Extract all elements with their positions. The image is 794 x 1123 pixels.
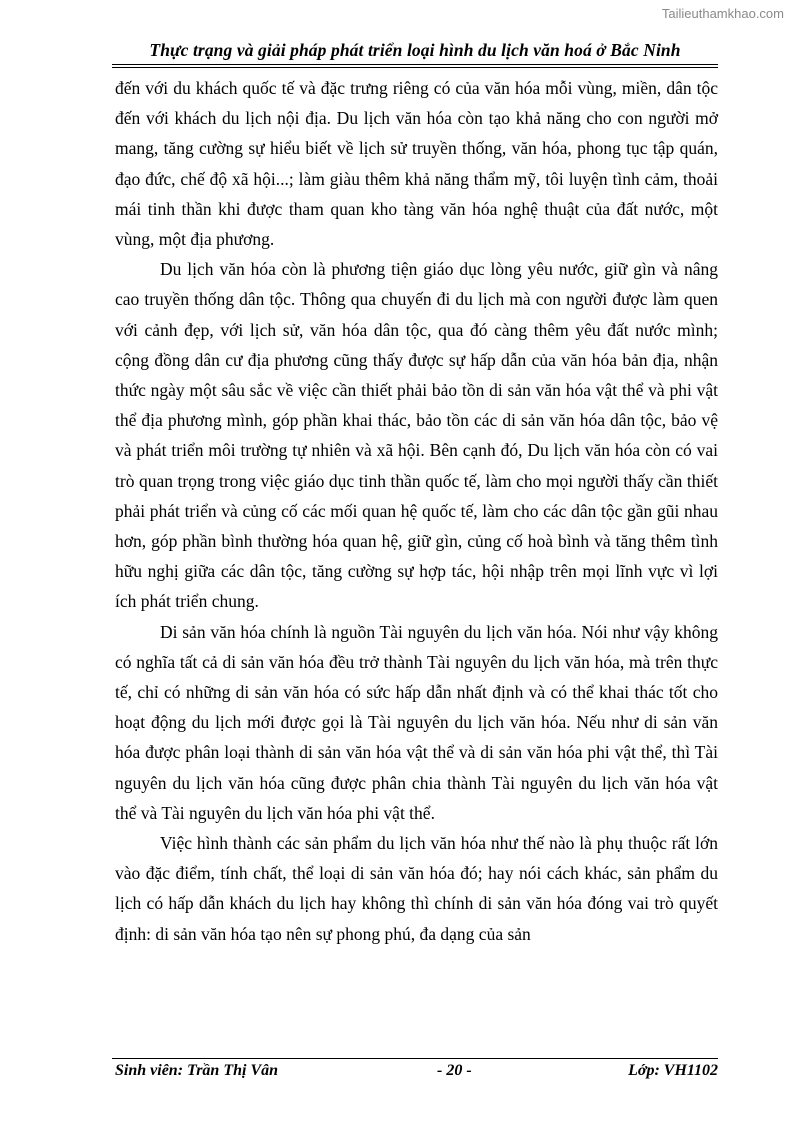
paragraph-1: đến với du khách quốc tế và đặc trưng riêng có của văn hóa mỗi vùng, miền, dân tộc đến với khách du lịch nội địa. Du lịch văn hóa còn tạo khả năng cho con người mở mang, tăng cường sự hiểu biết về lịch sử truyền thống, văn hóa, phong tục tập quán, đạo đức, chế độ xã hội...; làm giàu thêm khả năng thẩm mỹ, tôi luyện tình cảm, thoải mái tinh thần khi được tham quan kho tàng văn hóa nghệ thuật của đất nước, một vùng, một địa phương. — [115, 78, 718, 250]
watermark: Tailieuthamkhao.com — [661, 6, 784, 21]
header-rule-thin — [112, 67, 718, 68]
header-rule — [112, 64, 718, 65]
header-title: Thực trạng và giải pháp phát triển loại hình du lịch văn hoá ở Bắc Ninh — [149, 40, 681, 60]
page-body — [115, 73, 718, 949]
page-header — [112, 40, 718, 61]
footer-page-number: - 20 - — [437, 1062, 472, 1079]
paragraph-2: Du lịch văn hóa còn là phương tiện giáo dục lòng yêu nước, giữ gìn và nâng cao truyền thống dân tộc. Thông qua chuyến đi du lịch mà con người được làm quen với cảnh đẹp, với lịch sử, văn hóa dân tộc, qua đó càng thêm yêu đất nước mình; cộng đồng dân cư địa phương cũng thấy được sự hấp dẫn của văn hóa bản địa, nhận thức ngày một sâu sắc về việc cần thiết phải bảo tồn di sản văn hóa vật thể và phi vật thể địa phương mình, góp phần khai thác, bảo tồn các di sản văn hóa dân tộc, bảo vệ và phát triển môi trường tự nhiên và xã hội. Bên cạnh đó, Du lịch văn hóa còn có vai trò quan trọng trong việc giáo dục tinh thần quốc tế, làm cho mọi người thấy cần thiết phải phát triển và củng cố các mối quan hệ quốc tế, làm cho các dân tộc gần gũi nhau hơn, góp phần bình thường hóa quan hệ, giữ gìn, củng cố hoà bình và tăng thêm tình hữu nghị giữa các dân tộc, tăng cường sự hợp tác, hội nhập trên mọi lĩnh vực vì lợi ích phát triển chung. — [115, 259, 718, 612]
footer-student: Sinh viên: Trần Thị Vân — [115, 1062, 279, 1079]
footer-class-code: Lớp: VH1102 — [628, 1062, 718, 1079]
paragraph-3: Di sản văn hóa chính là nguồn Tài nguyên du lịch văn hóa. Nói như vậy không có nghĩa tất cả di sản văn hóa đều trở thành Tài nguyên du lịch văn hóa, mà trên thực tế, chỉ có những di sản văn hóa có sức hấp dẫn nhất định và có thể khai thác tốt cho hoạt động du lịch mới được gọi là Tài nguyên du lịch văn hóa. Nếu như di sản văn hóa được phân loại thành di sản văn hóa vật thể và di sản văn hóa phi vật thể, thì Tài nguyên du lịch văn hóa cũng được phân chia thành Tài nguyên du lịch văn hóa vật thể và Tài nguyên du lịch văn hóa phi vật thể. — [115, 621, 718, 823]
footer-rule — [112, 1058, 718, 1059]
paragraph-4: Việc hình thành các sản phẩm du lịch văn hóa như thế nào là phụ thuộc rất lớn vào đặc điểm, tính chất, thể loại di sản văn hóa đó; hay nói cách khác, sản phẩm du lịch có hấp dẫn khách du lịch hay không thì chính di sản văn hóa đóng vai trò quyết định: di sản văn hóa tạo nên sự phong phú, đa dạng của sản — [115, 833, 718, 944]
page-footer — [115, 1062, 718, 1084]
